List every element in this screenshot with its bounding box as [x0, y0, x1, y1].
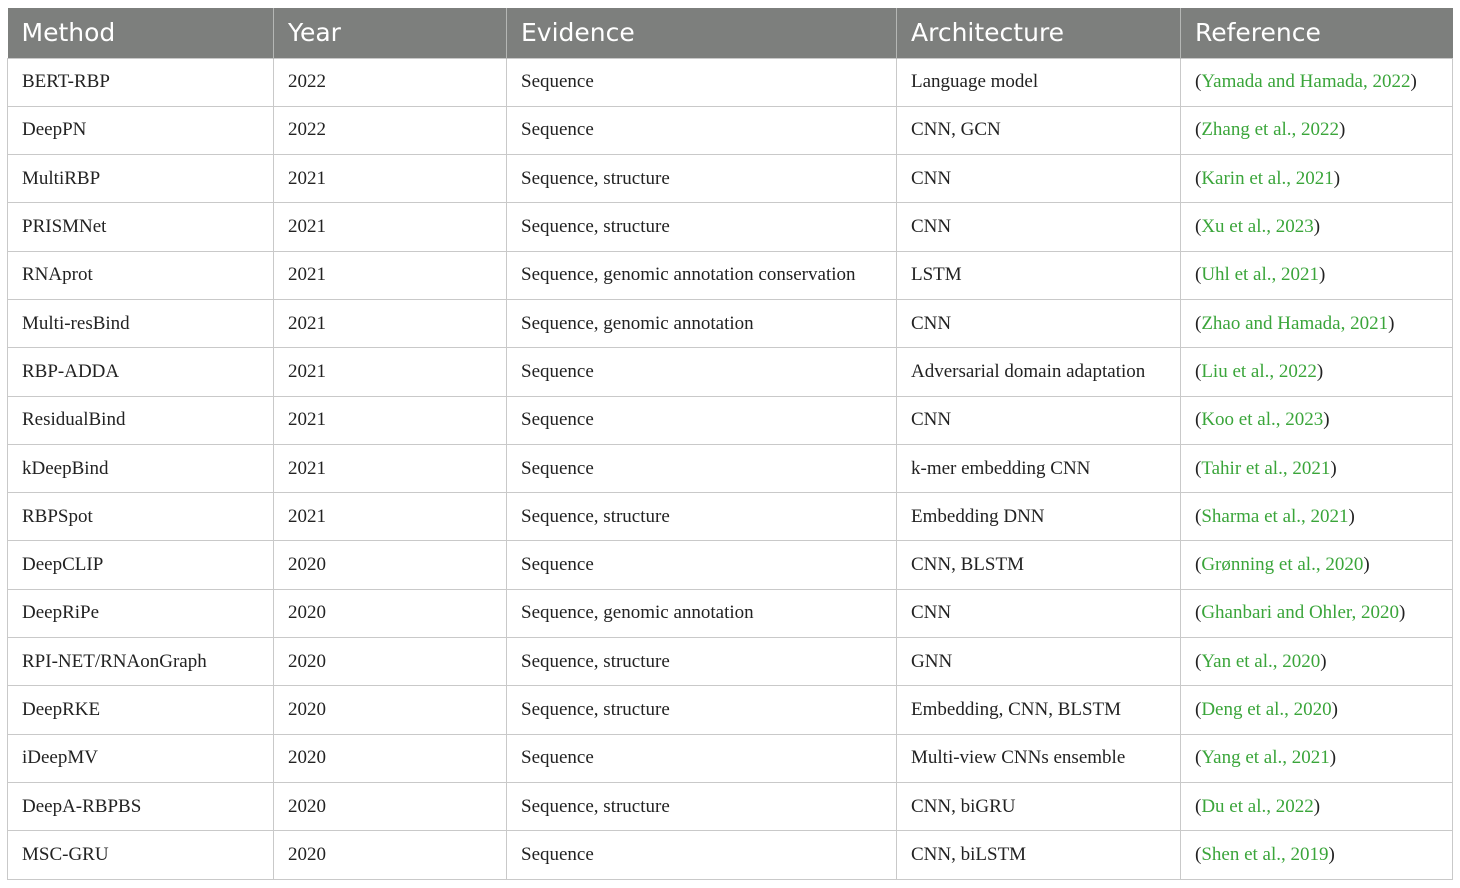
cell-architecture: CNN [897, 155, 1181, 203]
reference-link[interactable]: Koo et al., 2023 [1201, 409, 1324, 431]
cell-year: 2021 [274, 493, 507, 541]
cell-reference [1181, 589, 1453, 637]
cell-evidence: Sequence, structure [507, 203, 897, 251]
reference-open-paren: ( [1195, 312, 1202, 334]
reference-close-paren: ) [1323, 409, 1330, 431]
reference-open-paren: ( [1195, 119, 1202, 141]
cell-reference [1181, 58, 1453, 106]
cell-year: 2020 [274, 782, 507, 830]
cell-evidence: Sequence [507, 396, 897, 444]
cell-architecture: CNN [897, 396, 1181, 444]
cell-method: RBPSpot [8, 493, 274, 541]
reference-open-paren: ( [1195, 554, 1202, 576]
cell-year: 2021 [274, 348, 507, 396]
cell-year: 2021 [274, 251, 507, 299]
cell-architecture: CNN, GCN [897, 106, 1181, 154]
cell-evidence: Sequence, genomic annotation [507, 589, 897, 637]
cell-method: kDeepBind [8, 444, 274, 492]
reference-link[interactable]: Yan et al., 2020 [1201, 650, 1321, 672]
table-row [8, 203, 1453, 251]
table-body [8, 58, 1453, 879]
reference-close-paren: ) [1330, 457, 1337, 479]
table-row [8, 782, 1453, 830]
cell-method: RNAprot [8, 251, 274, 299]
cell-year: 2022 [274, 58, 507, 106]
reference-close-paren: ) [1398, 602, 1406, 624]
cell-evidence: Sequence, structure [507, 493, 897, 541]
cell-method: DeepA-RBPBS [8, 782, 274, 830]
reference-open-paren: ( [1195, 747, 1202, 769]
cell-method: ResidualBind [8, 396, 274, 444]
cell-year: 2021 [274, 203, 507, 251]
cell-method: BERT-RBP [8, 58, 274, 106]
cell-reference [1181, 444, 1453, 492]
reference-link[interactable]: Du et al., 2022 [1201, 795, 1314, 817]
cell-year: 2020 [274, 734, 507, 782]
cell-method: DeepRKE [8, 686, 274, 734]
cell-evidence: Sequence [507, 348, 897, 396]
cell-architecture: k-mer embedding CNN [897, 444, 1181, 492]
header-method: Method [8, 8, 274, 58]
cell-evidence: Sequence, structure [507, 782, 897, 830]
cell-method: RBP-ADDA [8, 348, 274, 396]
table-row [8, 541, 1453, 589]
reference-open-paren: ( [1195, 699, 1202, 720]
table-row [8, 444, 1453, 492]
cell-reference [1181, 686, 1453, 734]
cell-method: DeepRiPe [8, 589, 274, 637]
table-row [8, 831, 1453, 879]
reference-link[interactable]: Sharma et al., 2021 [1201, 505, 1349, 527]
reference-close-paren: ) [1329, 747, 1337, 769]
header-row [8, 8, 1453, 58]
cell-architecture: GNN [897, 638, 1181, 686]
cell-architecture: Embedding DNN [897, 493, 1181, 541]
cell-reference [1181, 782, 1453, 830]
reference-open-paren: ( [1195, 457, 1202, 479]
reference-close-paren: ) [1388, 312, 1395, 334]
table-row [8, 348, 1453, 396]
reference-close-paren: ) [1410, 71, 1417, 93]
cell-evidence: Sequence [507, 734, 897, 782]
cell-year: 2020 [274, 686, 507, 734]
cell-method: Multi-resBind [8, 299, 274, 347]
cell-year: 2020 [274, 831, 507, 879]
reference-link[interactable]: Karin et al., 2021 [1201, 167, 1334, 189]
cell-architecture: CNN, biGRU [897, 782, 1181, 830]
cell-evidence: Sequence, structure [507, 686, 897, 734]
cell-reference [1181, 299, 1453, 347]
table-row [8, 58, 1453, 106]
reference-open-paren: ( [1195, 360, 1202, 382]
cell-method: PRISMNet [8, 203, 274, 251]
cell-evidence: Sequence, structure [507, 638, 897, 686]
cell-reference [1181, 155, 1453, 203]
table-row [8, 686, 1453, 734]
reference-link[interactable]: Yamada and Hamada, 2022 [1201, 71, 1411, 93]
reference-close-paren: ) [1339, 119, 1346, 141]
cell-architecture: CNN, BLSTM [897, 541, 1181, 589]
reference-close-paren: ) [1328, 843, 1335, 865]
cell-year: 2021 [274, 155, 507, 203]
reference-link[interactable]: Tahir et al., 2021 [1201, 457, 1331, 479]
table-row [8, 589, 1453, 637]
cell-reference [1181, 638, 1453, 686]
cell-architecture: CNN, biLSTM [897, 831, 1181, 879]
cell-year: 2020 [274, 541, 507, 589]
cell-method: iDeepMV [8, 734, 274, 782]
cell-evidence: Sequence, structure [507, 155, 897, 203]
reference-open-paren: ( [1195, 264, 1202, 286]
reference-link[interactable]: Deng et al., 2020 [1201, 699, 1332, 720]
reference-close-paren: ) [1331, 699, 1338, 720]
cell-architecture: Embedding, CNN, BLSTM [897, 686, 1181, 734]
cell-reference [1181, 831, 1453, 879]
cell-evidence: Sequence [507, 444, 897, 492]
reference-open-paren: ( [1195, 409, 1202, 431]
cell-architecture: Adversarial domain adaptation [897, 348, 1181, 396]
cell-year: 2020 [274, 589, 507, 637]
cell-method: MultiRBP [8, 155, 274, 203]
reference-link[interactable]: Zhang et al., 2022 [1201, 119, 1340, 141]
reference-open-paren: ( [1195, 602, 1202, 624]
cell-evidence: Sequence [507, 541, 897, 589]
reference-open-paren: ( [1195, 71, 1202, 93]
reference-link[interactable]: Liu et al., 2022 [1201, 360, 1317, 382]
cell-reference [1181, 106, 1453, 154]
header-year: Year [274, 8, 507, 58]
reference-link[interactable]: Xu et al., 2023 [1201, 216, 1314, 238]
cell-year: 2021 [274, 444, 507, 492]
reference-close-paren: ) [1333, 167, 1341, 189]
table-row [8, 155, 1453, 203]
reference-link[interactable]: Yang et al., 2021 [1201, 747, 1330, 769]
header-architecture: Architecture [897, 8, 1181, 58]
cell-reference [1181, 493, 1453, 541]
reference-open-paren: ( [1195, 795, 1202, 817]
methods-table [7, 8, 1453, 880]
reference-link[interactable]: Shen et al., 2019 [1201, 843, 1329, 865]
cell-year: 2021 [274, 299, 507, 347]
reference-open-paren: ( [1195, 843, 1202, 865]
cell-architecture: CNN [897, 589, 1181, 637]
cell-evidence: Sequence [507, 831, 897, 879]
table-row [8, 638, 1453, 686]
methods-table-container [7, 8, 1452, 880]
cell-method: MSC-GRU [8, 831, 274, 879]
table-row [8, 396, 1453, 444]
reference-link[interactable]: Uhl et al., 2021 [1201, 264, 1320, 286]
reference-link[interactable]: Zhao and Hamada, 2021 [1201, 312, 1389, 334]
cell-method: DeepPN [8, 106, 274, 154]
cell-year: 2020 [274, 638, 507, 686]
table-row [8, 251, 1453, 299]
cell-evidence: Sequence [507, 58, 897, 106]
reference-close-paren: ) [1313, 216, 1321, 238]
cell-reference [1181, 251, 1453, 299]
reference-open-paren: ( [1195, 505, 1202, 527]
cell-architecture: LSTM [897, 251, 1181, 299]
cell-year: 2021 [274, 396, 507, 444]
cell-reference [1181, 734, 1453, 782]
reference-link[interactable]: Grønning et al., 2020 [1201, 554, 1364, 576]
cell-reference [1181, 541, 1453, 589]
cell-architecture: Multi-view CNNs ensemble [897, 734, 1181, 782]
reference-close-paren: ) [1316, 360, 1324, 382]
cell-reference [1181, 396, 1453, 444]
table-row [8, 106, 1453, 154]
reference-close-paren: ) [1313, 795, 1321, 817]
reference-open-paren: ( [1195, 167, 1202, 189]
cell-evidence: Sequence [507, 106, 897, 154]
table-header [8, 8, 1453, 58]
table-row [8, 734, 1453, 782]
cell-architecture: CNN [897, 203, 1181, 251]
header-reference: Reference [1181, 8, 1453, 58]
cell-evidence: Sequence, genomic annotation conservation [507, 251, 897, 299]
reference-open-paren: ( [1195, 216, 1202, 238]
cell-year: 2022 [274, 106, 507, 154]
reference-link[interactable]: Ghanbari and Ohler, 2020 [1201, 602, 1399, 624]
cell-evidence: Sequence, genomic annotation [507, 299, 897, 347]
cell-reference [1181, 203, 1453, 251]
cell-architecture: CNN [897, 299, 1181, 347]
cell-architecture: Language model [897, 58, 1181, 106]
reference-open-paren: ( [1195, 650, 1202, 672]
reference-close-paren: ) [1363, 554, 1370, 576]
header-evidence: Evidence [507, 8, 897, 58]
reference-close-paren: ) [1320, 650, 1327, 672]
reference-close-paren: ) [1348, 505, 1355, 527]
cell-method: RPI-NET/RNAonGraph [8, 638, 274, 686]
table-row [8, 299, 1453, 347]
table-row [8, 493, 1453, 541]
cell-reference [1181, 348, 1453, 396]
cell-method: DeepCLIP [8, 541, 274, 589]
reference-close-paren: ) [1319, 264, 1326, 286]
